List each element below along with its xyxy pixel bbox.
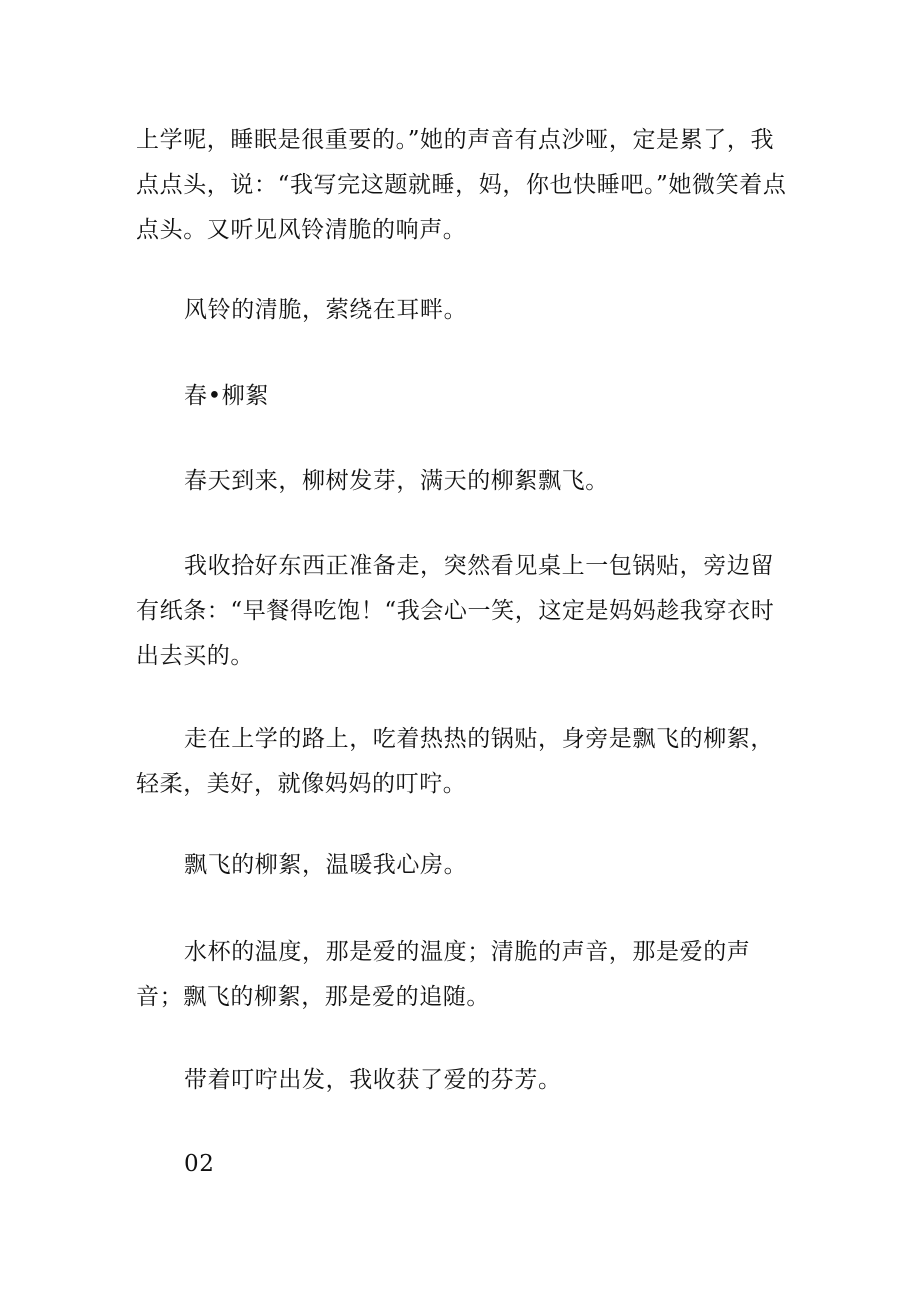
paragraph-spring-arrives: 春天到来，柳树发芽，满天的柳絮飘飞。 [184, 468, 609, 494]
paragraph-continuation: 上学呢，睡眠是很重要的。”她的声音有点沙哑，定是累了，我点点头，说：“我写完这题就睡，妈，你也快睡吧。”她微笑着点点头。又听见风铃清脆的响声。 [136, 127, 787, 243]
paragraph-breakfast-note: 我收拾好东西正准备走，突然看见桌上一包锅贴，旁边留有纸条：“早餐得吃饱！“我会心一笑，这定是妈妈趁我穿衣时出去买的。 [136, 553, 775, 669]
paragraph-way-to-school: 走在上学的路上，吃着热热的锅贴，身旁是飘飞的柳絮，轻柔，美好，就像妈妈的叮咛。 [136, 726, 774, 797]
paragraph-wind-chime-line: 风铃的清脆，萦绕在耳畔。 [184, 297, 468, 323]
section-heading-spring-willow: 春•柳絮 [184, 383, 269, 409]
paragraph-love-summary: 水杯的温度，那是爱的温度；清脆的声音，那是爱的声音；飘飞的柳絮，那是爱的追随。 [136, 939, 751, 1010]
paragraph-willow-warmth: 飘飞的柳絮，温暖我心房。 [184, 852, 468, 878]
paragraph-closing: 带着叮咛出发，我收获了爱的芬芳。 [184, 1067, 562, 1093]
section-number: 02 [184, 1151, 215, 1177]
